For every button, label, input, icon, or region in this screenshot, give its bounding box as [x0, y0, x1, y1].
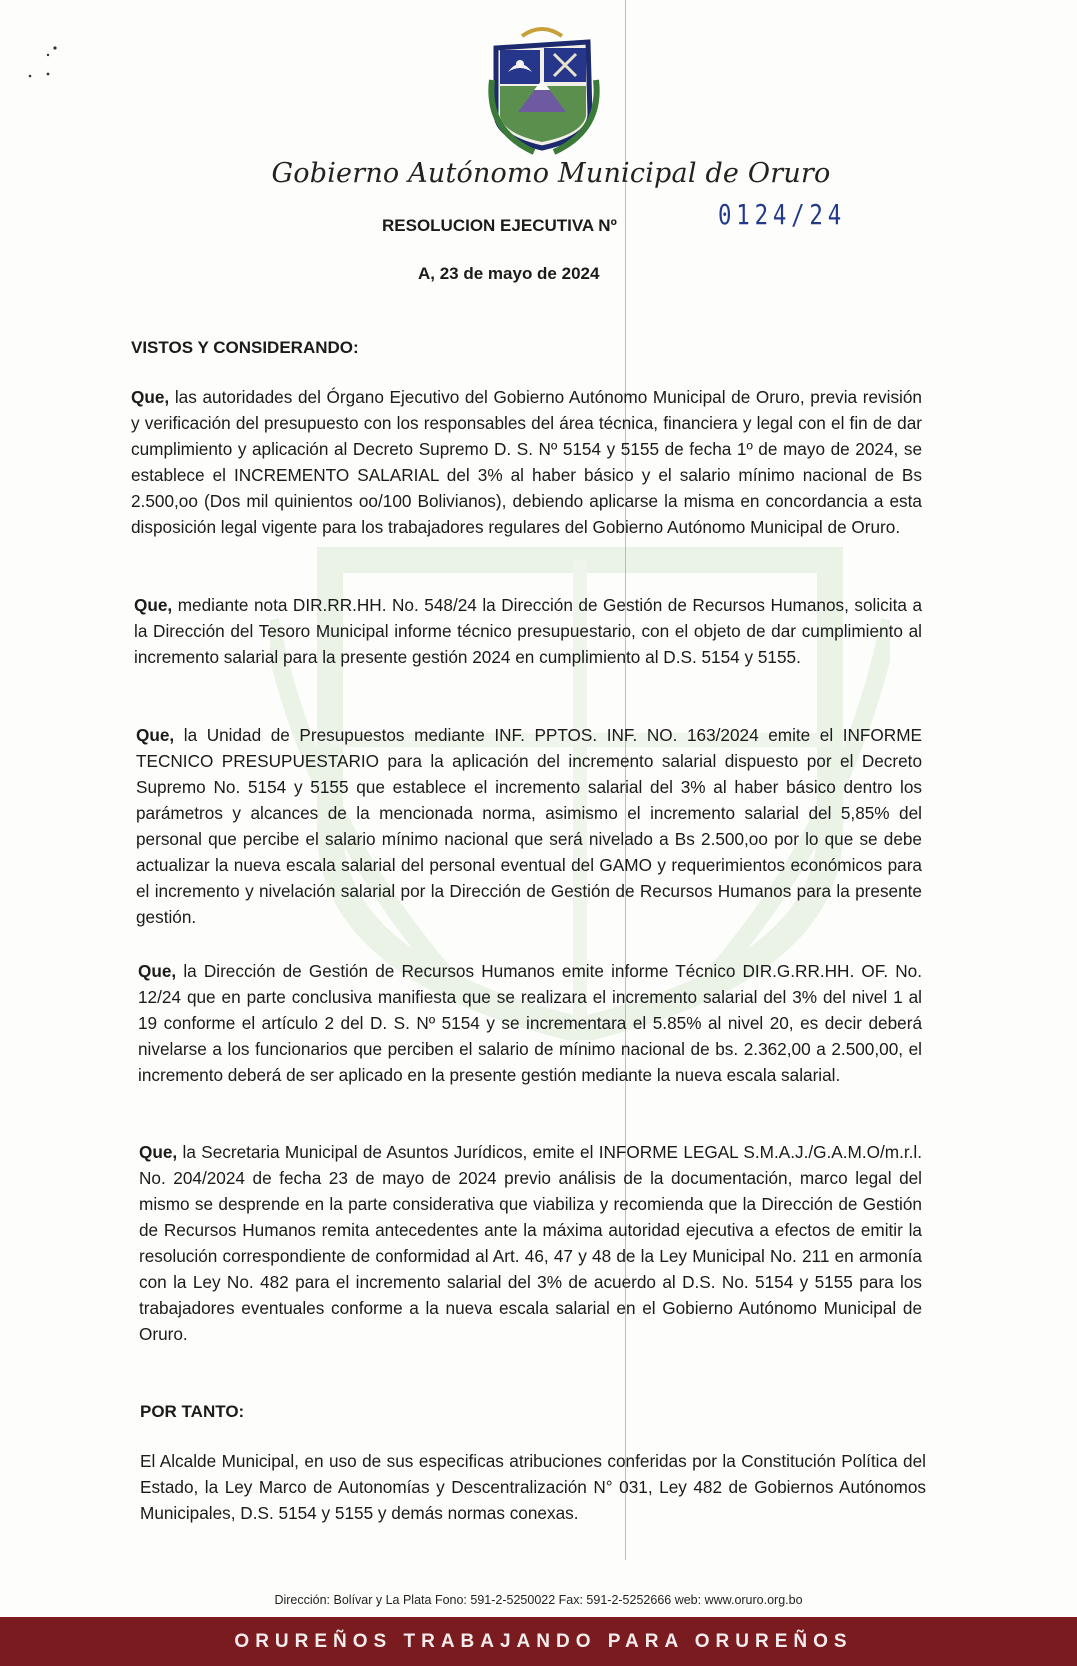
paragraph-text: la Secretaria Municipal de Asuntos Jurídicos, emite el INFORME LEGAL S.M.A.J./G.A.M.O/m.r.l. No. 204/2024 de fecha 23 de mayo de 2024 previo análisis de la documentación, marco legal del mismo se desprende en la parte considerativa que viabiliza y recomienda que la Dirección de Gestión de Recursos Humanos remita antecedentes ante la máxima autoridad ejecutiva a efectos de emitir la resolución correspondiente de conformidad al Art. 46, 47 y 48 de la Ley Municipal No. 211 en armonía con la Ley No. 482 para el incremento salarial del 3% de acuerdo al D.S. No. 5154 y 5155 para los trabajadores eventuales conforme a la nueva escala salarial en el Gobierno Autónomo Municipal de Oruro. [139, 1142, 922, 1344]
resolution-number-stamp: 0124/24 [718, 198, 847, 231]
organization-name: Gobierno Autónomo Municipal de Oruro [271, 158, 831, 189]
paragraph-text: la Dirección de Gestión de Recursos Humanos emite informe Técnico DIR.G.RR.HH. OF. No. 12/24 que en parte conclusiva manifiesta que se realizara el incremento salarial del 3% del nivel 1 al 19 conforme el artículo 2 del D. S. Nº 5154 y se incrementara el 5.85% al nivel 20, es decir deberá nivelarse a los funcionarios que perciben el salario de mínimo nacional de bs. 2.362,00 a 2.500,00, el incremento deberá de ser aplicado en la presente gestión mediante la nueva escala salarial. [138, 961, 922, 1085]
paragraph-lead: Que, [136, 725, 175, 745]
vistos-heading: VISTOS Y CONSIDERANDO: [131, 338, 359, 357]
resolution-date: A, 23 de mayo de 2024 [418, 264, 600, 283]
paragraph-5 [139, 1139, 922, 1347]
municipal-crest-icon [478, 20, 610, 158]
paragraph-lead: Que, [131, 387, 170, 407]
paragraph-text: la Unidad de Presupuestos mediante INF. PPTOS. INF. NO. 163/2024 emite el INFORME TECNICO PRESUPUESTARIO para la aplicación del incremento salarial dispuesto por el Decreto Supremo No. 5154 y 5155 que establece el incremento salarial del 3% al haber básico dentro los parámetros y alcances de la mencionada norma, asimismo el incremento salarial del 5,85% del personal que percibe el salario mínimo nacional que será nivelado a Bs 2.500,oo por lo que se debe actualizar la nueva escala salarial del personal eventual del GAMO y requerimientos económicos para el incremento y nivelación salarial por la Dirección de Gestión de Recursos Humanos para la presente gestión. [136, 725, 922, 927]
closing-paragraph: El Alcalde Municipal, en uso de sus especificas atribuciones conferidas por la Constitución Política del Estado, la Ley Marco de Autonomías y Descentralización N° 031, Ley 482 de Gobiernos Autónomos Municipales, D.S. 5154 y 5155 y demás normas conexas. [140, 1451, 926, 1523]
paragraph-lead: Que, [138, 961, 177, 981]
por-tanto-heading: POR TANTO: [140, 1402, 245, 1421]
footer-band [0, 1617, 1077, 1666]
paragraph-lead: Que, [134, 595, 173, 615]
footer-slogan: ORUREÑOS TRABAJANDO PARA ORUREÑOS [234, 1630, 853, 1652]
paragraph-1 [131, 384, 922, 540]
paragraph-text: mediante nota DIR.RR.HH. No. 548/24 la Dirección de Gestión de Recursos Humanos, solicita a la Dirección del Tesoro Municipal informe técnico presupuestario, con el objeto de dar cumplimiento al incremento salarial para la presente gestión 2024 en cumplimiento al D.S. 5154 y 5155. [134, 595, 922, 667]
paragraph-lead: Que, [139, 1142, 178, 1162]
scan-specks [20, 40, 70, 90]
paragraph-3 [136, 722, 922, 930]
paragraph-text: las autoridades del Órgano Ejecutivo del Gobierno Autónomo Municipal de Oruro, previa revisión y verificación del presupuesto con los responsables del área técnica, financiera y legal con el fin de dar cumplimiento y aplicación al Decreto Supremo D. S. Nº 5154 y 5155 de fecha 1º de mayo de 2024, se establece el INCREMENTO SALARIAL del 3% al haber básico y el salario mínimo nacional de Bs 2.500,oo (Dos mil quinientos oo/100 Bolivianos), debiendo aplicarse la misma en concordancia a esta disposición legal vigente para los trabajadores regulares del Gobierno Autónomo Municipal de Oruro. [131, 387, 922, 537]
resolution-title: RESOLUCION EJECUTIVA Nº [382, 216, 617, 235]
paragraph-2 [134, 592, 922, 670]
footer-address: Dirección: Bolívar y La Plata Fono: 591-2-5250022 Fax: 591-2-5252666 web: www.oruro.org.bo [274, 1593, 803, 1607]
paragraph-4 [138, 958, 922, 1088]
